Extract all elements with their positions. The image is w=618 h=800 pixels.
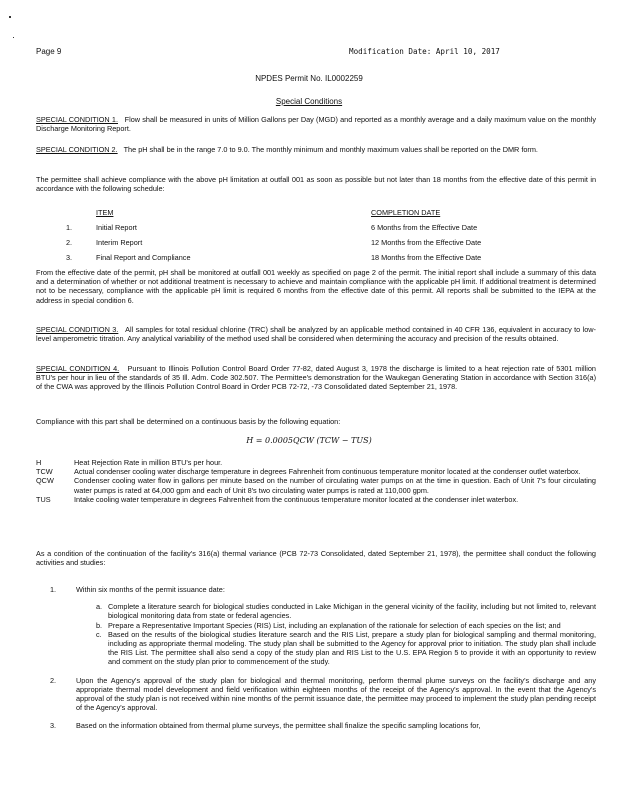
list-item [36,676,596,713]
row-number: 3. [66,253,73,262]
condition-text: Pursuant to Illinois Pollution Control Board Order 77-82, dated August 3, 1978 the discharge is limited to a heat rejection rate of 5301 million BTU's per hour in lieu of the standards of 35 Ill. Adm. Code 302.507. The Permittee's demonstration for the Waukegan Generating Station in accordance with Section 316(a) of the CWA was approved by the Illinois Pollution Control Board in Order PCB 72-72, -73 Consolidated dated September 21, 1978. [36,364,596,392]
condition-label: SPECIAL CONDITION 4. [36,364,120,373]
definition-row [36,467,596,476]
condition-text: The pH shall be in the range 7.0 to 9.0. The monthly minimum and monthly maximum values shall be reported on the DMR form. [123,145,538,154]
column-header-completion-date: COMPLETION DATE [371,208,441,217]
condition-label: SPECIAL CONDITION 3. [36,325,119,334]
sub-letter: a. [96,602,103,612]
schedule-header [36,208,596,223]
sub-text: Complete a literature search for biological studies conducted in Lake Michigan in the general vicinity of the facility, including but not limited to, relevant biological monitoring data from state or federal agencies. [108,602,596,621]
row-number: 2. [66,238,73,247]
ph-compliance-paragraph: The permittee shall achieve compliance with the above pH limitation at outfall 001 as soon as possible but not later than 18 months from the effective date of this permit in accordance with the following schedule: [36,175,596,194]
definition-row [36,495,596,504]
row-item: Initial Report [96,223,137,232]
permit-number: NPDES Permit No. IL0002259 [255,74,363,83]
definition-text: Condenser cooling water flow in gallons per minute based on the number of circulating water pumps on at the time in question. Each of Unit 7's four circulating water pumps is rated at 64,000 gpm and each of Unit 8's two circulating water pumps is rated at 110,000 gpm. [74,476,596,495]
sub-item [96,630,596,667]
list-number: 2. [50,675,57,685]
definition-symbol: TCW [36,467,53,477]
sub-text: Prepare a Representative Important Species (RIS) List, including an explanation of the rationale for selection of each species on the list; and [108,620,561,630]
row-item: Final Report and Compliance [96,253,191,262]
sub-item [96,621,596,630]
sub-letter: b. [96,620,103,630]
sub-letter: c. [96,629,102,639]
equation-intro: Compliance with this part shall be determined on a continuous basis by the following equation: [36,417,341,426]
definition-text: Intake cooling water temperature in degrees Fahrenheit from the continuous temperature monitor located at the condenser inlet waterbox. [74,494,519,504]
list-number: 3. [50,721,57,731]
row-date: 12 Months from the Effective Date [371,238,482,247]
row-date: 6 Months from the Effective Date [371,223,478,232]
compliance-schedule [36,208,596,268]
definition-text: Actual condenser cooling water discharge temperature in degrees Fahrenheit from continuous temperature monitor located at the condenser outlet waterbox. [74,467,581,477]
condition-text: Flow shall be measured in units of Million Gallons per Day (MGD) and reported as a monthly average and a daily maximum value on the monthly Discharge Monitoring Report. [36,115,596,134]
definition-symbol: QCW [36,476,54,486]
special-condition-2 [36,145,596,154]
definition-text: Heat Rejection Rate in million BTU's per hour. [74,458,223,467]
sub-item [96,602,596,620]
list-number: 1. [50,585,57,594]
page-number: Page 9 [36,47,62,56]
definition-row [36,458,596,467]
variance-intro: As a condition of the continuation of the facility's 316(a) thermal variance (PCB 72-73 Consolidated, dated September 21, 1978), the permittee shall conduct the following activities and studies: [36,549,596,568]
studies-list [36,585,596,731]
list-item [36,721,596,730]
heat-rejection-equation: H = 0.0005QCW (TCW − TUS) [246,436,372,445]
scan-speck [13,37,14,38]
schedule-row [36,253,596,268]
condition-label: SPECIAL CONDITION 2. [36,145,118,154]
column-header-item: ITEM [96,208,114,217]
ph-monitoring-paragraph: From the effective date of the permit, pH shall be monitored at outfall 001 weekly as specified on page 2 of the permit. The initial report shall include a summary of this data and a determination of whether or not additional treatment is necessary to achieve and maintain compliance with the applicable pH limit. If additional treatment is determined not to be necessary, compliance with the applicable pH limit is required 6 months from the effective date of this permit. All reports shall be submitted to the IEPA at the address in special condition 6. [36,268,596,305]
list-text: Upon the Agency's approval of the study plan for biological and thermal monitoring, perform thermal plume surveys on the facility's discharge and any appropriate thermal model development and field verification within eighteen months of the receipt of the Agency's approval. In the event that the Agency's approval of the study plan is not received within nine months of the permit issuance date, the permittee may proceed to implement the study plan pending receipt of the Agency's approval. [76,675,596,713]
special-condition-3 [36,325,596,343]
list-text: Within six months of the permit issuance date: [76,585,225,594]
equation-definitions [36,458,596,504]
row-date: 18 Months from the Effective Date [371,253,482,262]
sub-text: Based on the results of the biological studies literature search and the RIS List, prepare a study plan for biological sampling and thermal monitoring, including as appropriate thermal modeling. The study plan shall be submitted to the Agency for approval prior to initiation. The study plan shall include the RIS List. The permittee shall also send a copy of the study plan and RIS List to the U.S. EPA Region 5 to provide it with an opportunity to review and comment on the study plan prior to commencement of the study. [108,629,596,667]
section-title: Special Conditions [275,97,343,106]
definition-symbol: H [36,458,42,467]
special-condition-4 [36,364,596,392]
condition-text: All samples for total residual chlorine (TRC) shall be analyzed by an applicable method contained in 40 CFR 136, equivalent in accuracy to low-level amperometric titration. Any analytical variability of the method used shall be considered when determining the accuracy and precision of the results obtained. [36,325,596,344]
special-condition-1 [36,115,596,133]
modification-date: Modification Date: April 10, 2017 [349,47,500,56]
scan-speck [9,16,11,18]
definition-row [36,476,596,494]
list-text: Based on the information obtained from thermal plume surveys, the permittee shall finalize the specific sampling locations for, [76,721,481,731]
list-item [36,585,596,594]
row-number: 1. [66,223,73,232]
definition-symbol: TUS [36,494,51,504]
schedule-row [36,223,596,238]
condition-label: SPECIAL CONDITION 1. [36,115,118,124]
schedule-row [36,238,596,253]
row-item: Interim Report [96,238,143,247]
